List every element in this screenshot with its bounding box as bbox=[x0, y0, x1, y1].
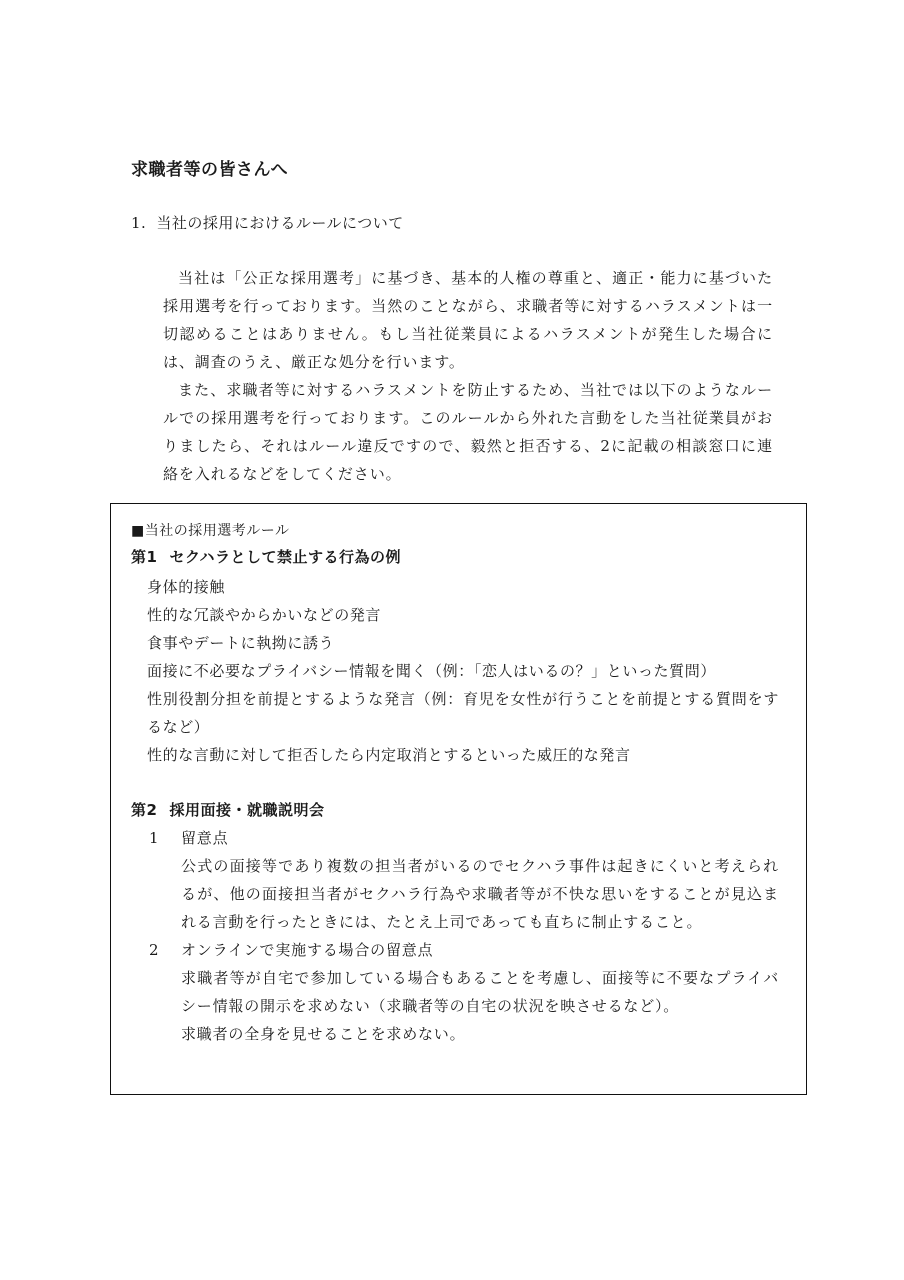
part-1-list bbox=[147, 573, 779, 769]
item-number: 1 bbox=[149, 829, 160, 847]
part-1-heading bbox=[131, 546, 401, 567]
rules-box bbox=[110, 503, 807, 1095]
list-item: 性的な冗談やからかいなどの発言 bbox=[147, 606, 382, 624]
section-1-title bbox=[131, 212, 404, 233]
item-heading: 留意点 bbox=[181, 829, 229, 847]
part-2-heading bbox=[131, 799, 324, 820]
list-item: 身体的接触 bbox=[147, 578, 226, 596]
list-item: 性別役割分担を前提とするような発言（例：育児を女性が行うことを前提とする質問をするなど） bbox=[147, 690, 779, 736]
list-item: 食事やデートに執拗に誘う bbox=[147, 634, 335, 652]
page-heading: 求職者等の皆さんへ bbox=[131, 160, 289, 180]
intro-paragraph-2: また、求職者等に対するハラスメントを防止するため、当社では以下のようなルールでの採用選考を行っております。このルールから外れた言動をした当社従業員がおりましたら、それはルール違反ですので、毅然と拒否する、2に記載の相談窓口に連絡を入れるなどをしてください。 bbox=[163, 381, 773, 483]
section-1-title-text: 当社の採用におけるルールについて bbox=[156, 214, 404, 232]
part-2-number: 第2 bbox=[131, 801, 158, 819]
intro-paragraph-1: 当社は「公正な採用選考」に基づき、基本的人権の尊重と、適正・能力に基づいた採用選考を行っております。当然のことながら、求職者等に対するハラスメントは一切認めることはありません。もし当社従業員によるハラスメントが発生した場合には、調査のうえ、厳正な処分を行います。 bbox=[163, 269, 773, 371]
part-2-list bbox=[149, 824, 779, 1048]
item-text: 求職者の全身を見せることを求めない。 bbox=[181, 1025, 466, 1043]
item-number: 2 bbox=[149, 941, 160, 959]
item-heading: オンラインで実施する場合の留意点 bbox=[181, 941, 434, 959]
part-1-number: 第1 bbox=[131, 548, 158, 566]
part-2-title: 採用面接・就職説明会 bbox=[169, 801, 325, 819]
item-body bbox=[181, 936, 779, 1048]
list-item: 面接に不必要なプライバシー情報を聞く（例：「恋人はいるの？」といった質問） bbox=[147, 662, 716, 680]
item-body bbox=[181, 824, 779, 936]
rules-box-title: ■当社の採用選考ルール bbox=[131, 523, 290, 539]
list-item bbox=[149, 824, 779, 936]
item-text: 公式の面接等であり複数の担当者がいるのでセクハラ事件は起きにくいと考えられるが、他の面接担当者がセクハラ行為や求職者等が不快な思いをすることが見込まれる言動を行ったときには、たとえ上司であっても直ちに制止すること。 bbox=[181, 857, 779, 931]
list-item bbox=[149, 936, 779, 1048]
part-1-title: セクハラとして禁止する行為の例 bbox=[169, 548, 402, 566]
section-1-number: 1. bbox=[131, 214, 147, 232]
intro-text bbox=[163, 264, 773, 488]
item-text: 求職者等が自宅で参加している場合もあることを考慮し、面接等に不要なプライバシー情報の開示を求めない（求職者等の自宅の状況を映させるなど）。 bbox=[181, 969, 779, 1015]
list-item: 性的な言動に対して拒否したら内定取消とするといった威圧的な発言 bbox=[147, 746, 631, 764]
